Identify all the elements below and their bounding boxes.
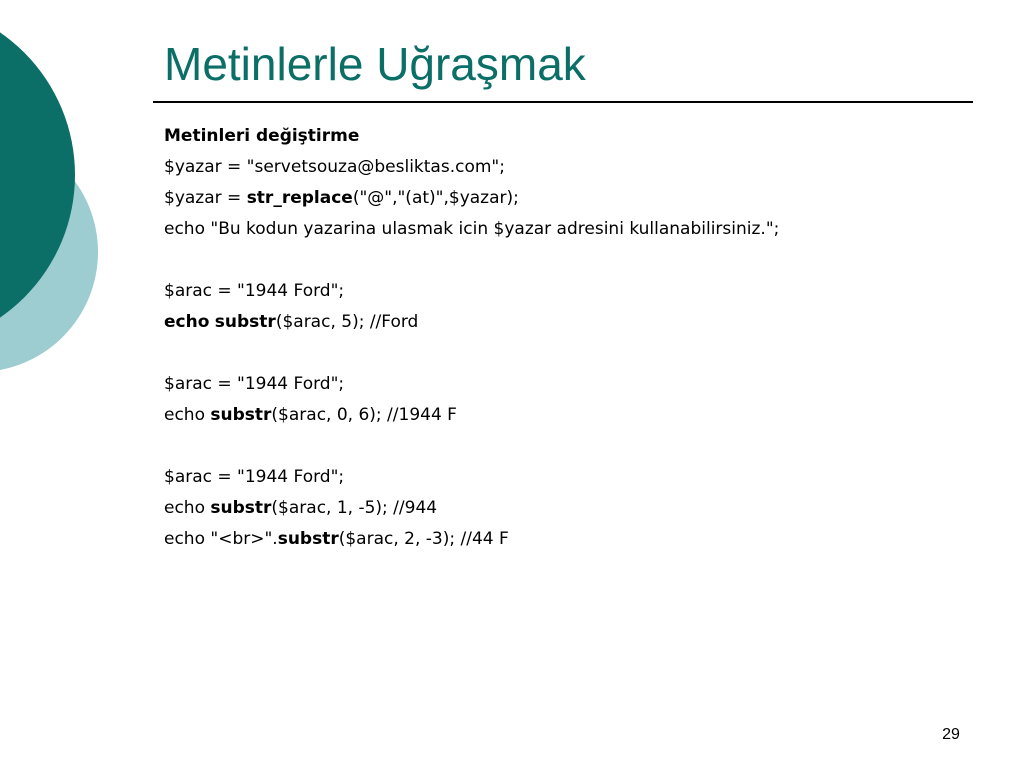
page-number: 29 xyxy=(942,726,960,743)
code-line: echo "Bu kodun yazarina ulasmak icin $yazar adresini kullanabilirsiniz."; xyxy=(164,219,780,239)
function-name: substr xyxy=(210,405,272,425)
code-line: echo substr($arac, 1, -5); //944 xyxy=(164,498,438,518)
content-heading: Metinleri değiştirme xyxy=(164,126,360,146)
blank-line xyxy=(164,431,964,462)
slide-title: Metinlerle Uğraşmak xyxy=(164,38,586,90)
keyword: echo xyxy=(164,312,210,332)
code-line: $arac = "1944 Ford"; xyxy=(164,281,345,301)
function-name: substr xyxy=(210,498,272,518)
title-divider xyxy=(153,101,973,103)
code-line: echo "<br>".substr($arac, 2, -3); //44 F xyxy=(164,529,509,549)
slide-body xyxy=(164,121,964,555)
code-line: echo substr($arac, 0, 6); //1944 F xyxy=(164,405,457,425)
function-name: substr xyxy=(277,529,339,549)
code-line: echo substr($arac, 5); //Ford xyxy=(164,312,419,332)
blank-line xyxy=(164,338,964,369)
blank-line xyxy=(164,245,964,276)
code-line: $yazar = str_replace("@","(at)",$yazar); xyxy=(164,188,519,208)
function-name: str_replace xyxy=(246,188,353,208)
code-line: $arac = "1944 Ford"; xyxy=(164,467,345,487)
code-line: $arac = "1944 Ford"; xyxy=(164,374,345,394)
function-name: substr xyxy=(214,312,276,332)
code-line: $yazar = "servetsouza@besliktas.com"; xyxy=(164,157,505,177)
decorative-circles xyxy=(0,0,110,410)
